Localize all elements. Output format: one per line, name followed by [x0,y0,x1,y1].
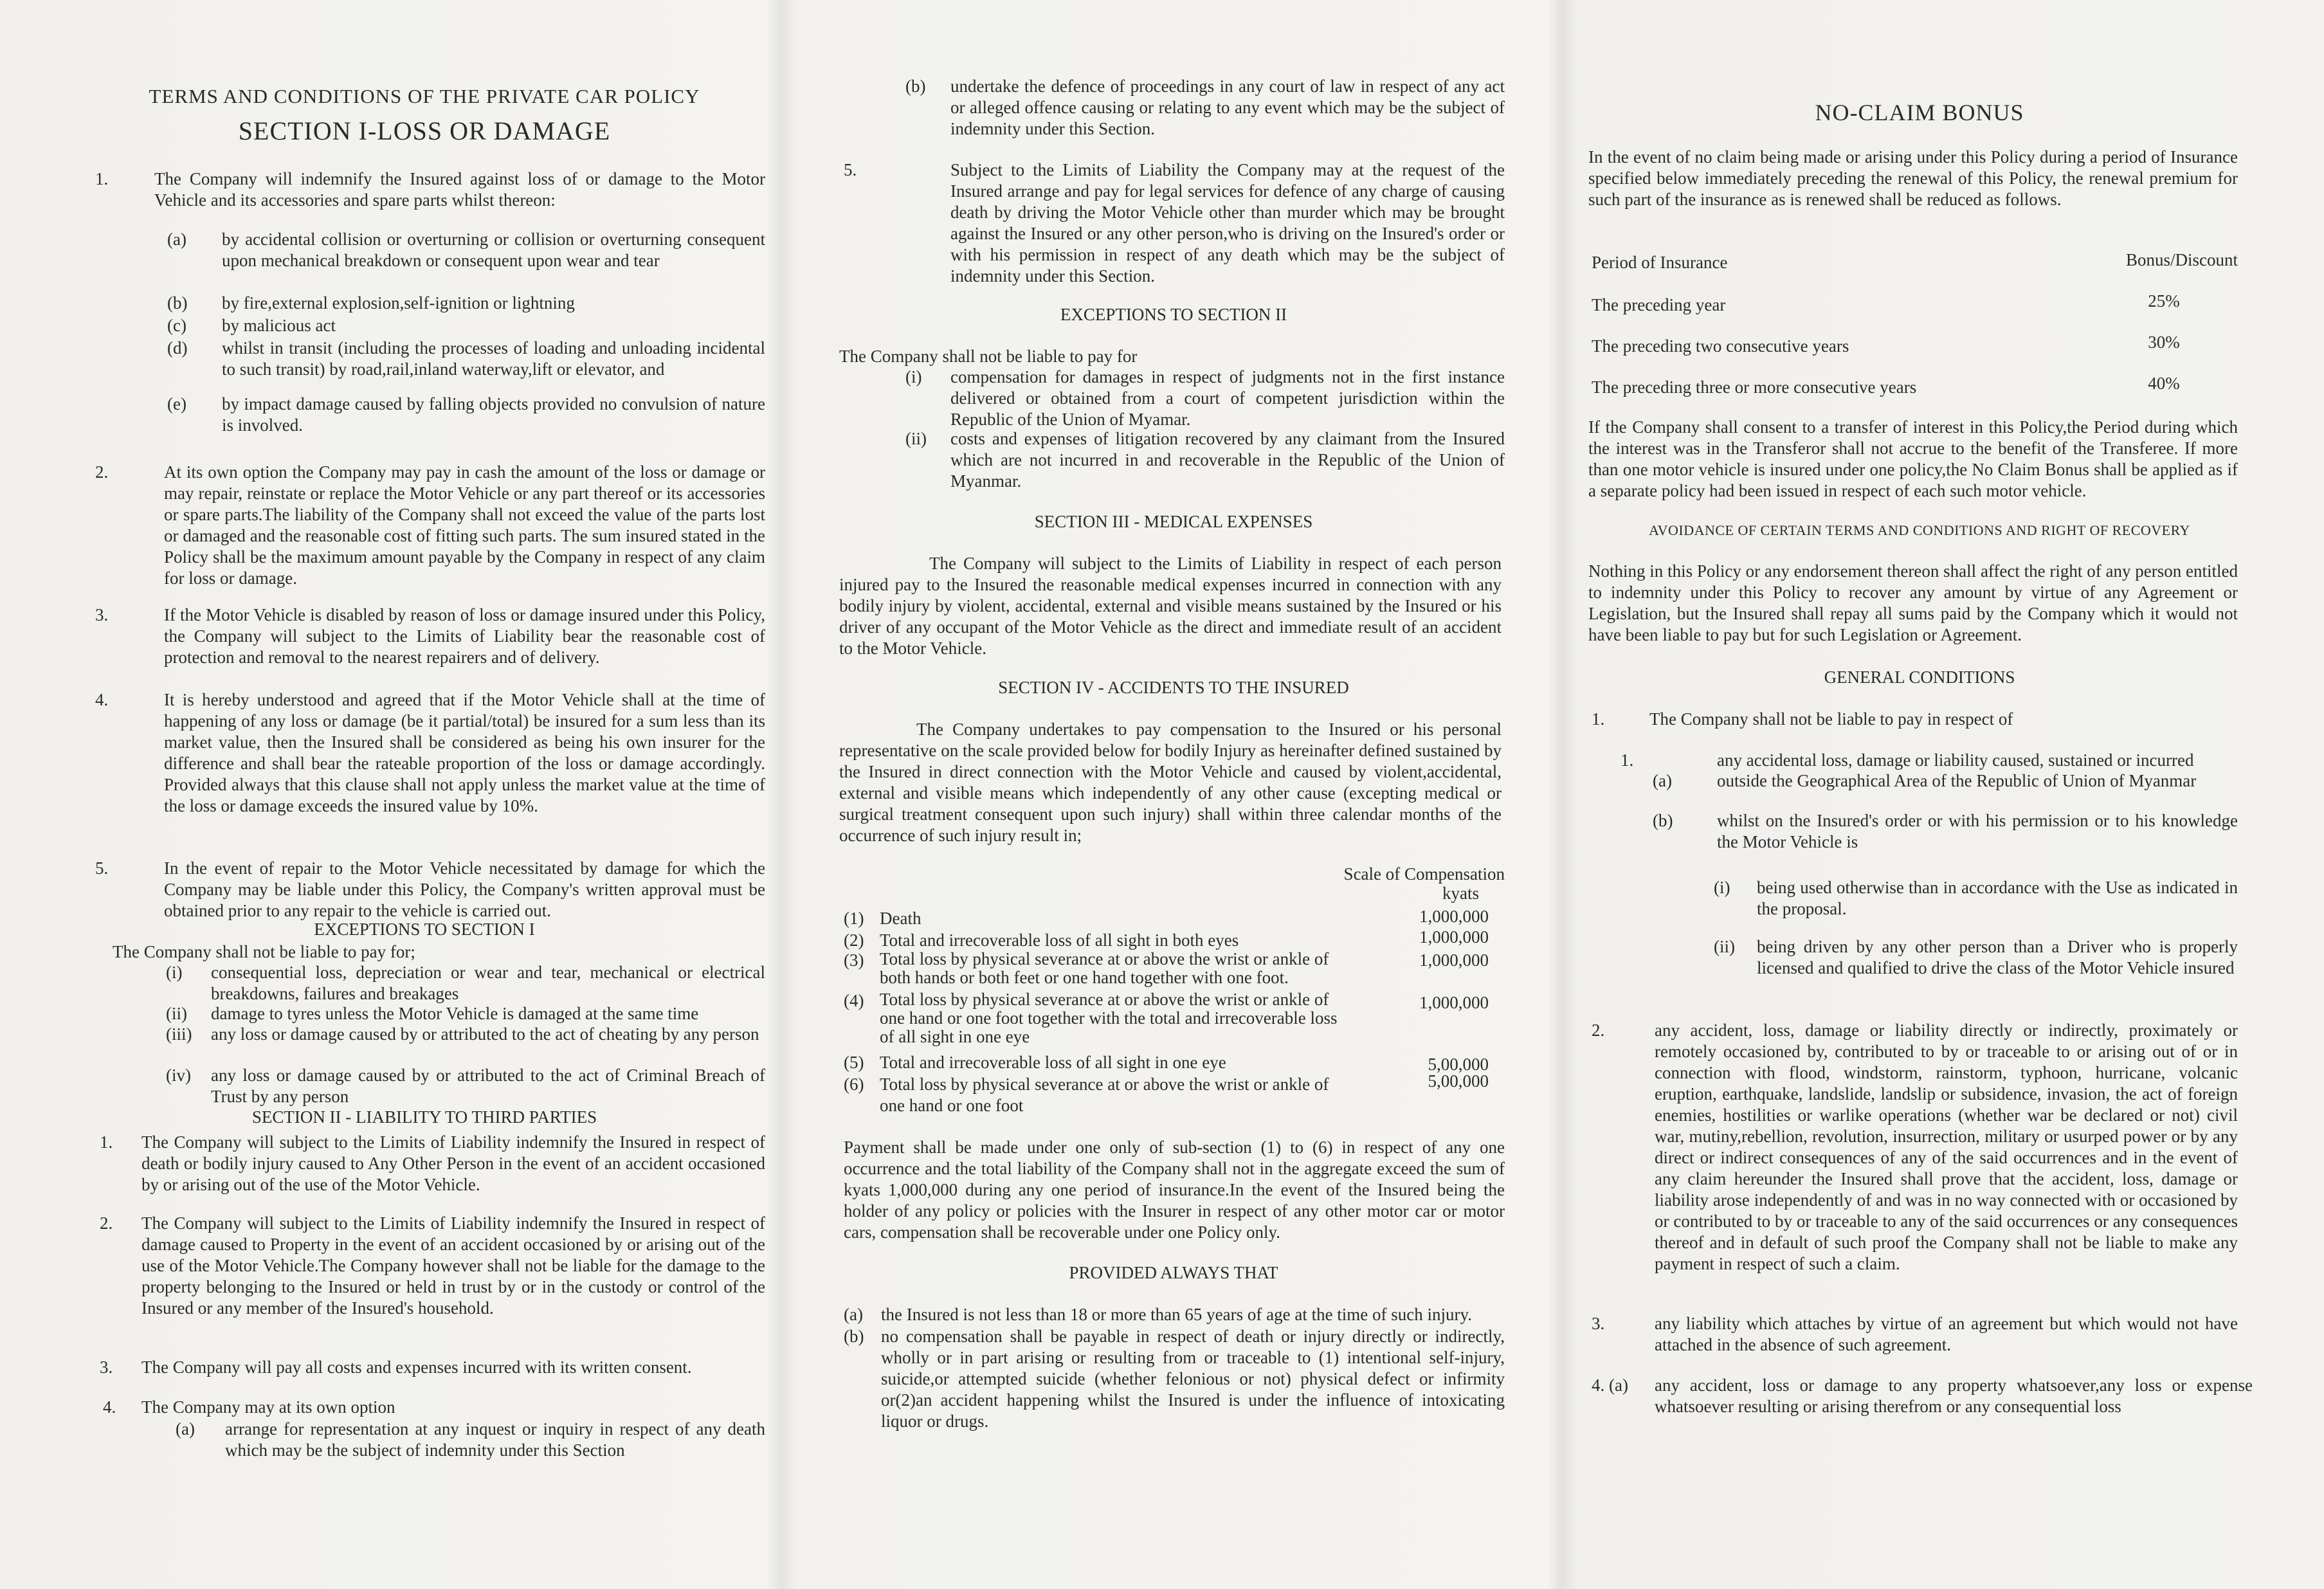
ncb-text: In the event of no claim being made or arising under this Policy during a period of Insurance specified below immediately preceding the renewal of this Policy, the renewal premium for such part of the insurance as is renewed shall be reduced as follows. [1588,147,2238,209]
sub-label: (c) [167,316,186,335]
clause-text: the Insured is not less than 18 or more than 65 years of age at the time of such injury. [881,1305,1473,1324]
item-number: 2. [1592,1021,1605,1040]
general-title: GENERAL CONDITIONS [1824,667,2015,687]
clause-text: consequential loss, depreciation or wear and tear, mechanical or electrical breakdowns, failures and breakages [211,963,765,1003]
scale-label: (6) [844,1075,864,1094]
ncb-head-bonus: Bonus/Discount [2125,250,2238,269]
sub-label: (a) [176,1419,195,1439]
sub-label: (b) [844,1327,864,1346]
clause-text: compensation for damages in respect of judgments not in the first instance delivered or obtained from a court of competent jurisdiction within the Republic of the Union of Myamar. [950,367,1505,429]
scale-text: Total loss by physical severance at or above the wrist or ankle of both hands or both feet or one hand together with one foot. [880,949,1329,987]
sub-label: (a) [1653,771,1672,790]
scale-amount: 1,000,000 [1419,907,1489,926]
clause-text: whilst in transit (including the processes of loading and unloading incidental to such transit) by road,rail,inland waterway,lift or elevator, and [222,338,765,379]
exceptions2-title: EXCEPTIONS TO SECTION II [1060,305,1287,324]
section3-title: SECTION III - MEDICAL EXPENSES [1034,512,1313,531]
clause-text: being used otherwise than in accordance with the Use as indicated in the proposal. [1757,878,2238,918]
transfer-text: If the Company shall consent to a transfer of interest in this Policy,the Period during which the interest was in the Transferor shall not accrue to the benefit of the Transferee. If more than one motor vehicle is insured under one policy,the No Claim Bonus shall be applied as if a separate policy had been issued in respect of each such motor vehicle. [1588,417,2238,500]
section1-title: SECTION I-LOSS OR DAMAGE [238,116,611,145]
sub-label: (i) [905,367,922,386]
clause-text: It is hereby understood and agreed that if the Motor Vehicle shall at the time of happening of any loss or damage (be it partial/total) be insured for a sum less than its market value, then the Insured shall be considered as being his own insurer for the difference and shall bear the rateable proportion of the loss or damage accordingly. Provided always that this clause shall not apply unless the market value at the time of the loss or damage exceeds the insured value by 10%. [164,690,765,815]
clause-text: being driven by any other person than a Driver who is properly licensed and qualified to drive the class of the Motor Vehicle insured [1757,937,2238,977]
sub-label: (b) [905,77,926,96]
section4-text: The Company undertakes to pay compensation to the Insured or his personal representative on the scale provided below for bodily Injury as hereinafter defined sustained by the Insured in direct connection with the Motor Vehicle and caused by violent,accidental, external and visible means which independently of any other cause (excepting medical or surgical treatment consequent upon such injury) shall within three calendar months of the occurrence of such injury result in; [839,720,1502,845]
ncb-bonus: 30% [2148,332,2180,352]
item-number: 4. [95,690,109,709]
sub-label: (ii) [166,1004,187,1023]
clause-text: arrange for representation at any inquest or inquiry in respect of any death which may be the subject of indemnity under this Section [225,1419,765,1460]
scale-unit: kyats [1442,884,1479,903]
clause-text: by accidental collision or overturning or collision or overturning consequent upon mechanical breakdown or consequent upon wear and tear [222,230,765,270]
sub-label: (iv) [166,1066,191,1085]
sub-label: (b) [167,293,188,313]
clause-text: by impact damage caused by falling objects provided no convulsion of nature is involved. [222,394,765,435]
sub-label: (iii) [166,1024,192,1044]
sub-label: (d) [167,338,188,358]
clause-text: any accident, loss or damage to any property whatsoever,any loss or expense whatsoever resulting or arising therefrom or any consequential loss [1655,1376,2253,1416]
item-number: 4. (a) [1592,1376,1628,1395]
sub-label: (ii) [905,429,927,448]
scale-label: (5) [844,1053,864,1072]
item-number: 2. [95,462,109,482]
payment-text: Payment shall be made under one only of sub-section (1) to (6) in respect of any one occurrence and the total liability of the Company shall not in the aggregate exceed the sum of kyats 1,000,000 during any one period of insurance.In the event of the Insured being the holder of any policy or policies with the Insurer in respect of any other motor car or motor cars, compensation shall be recoverable under one Policy only. [844,1138,1505,1242]
scale-amount: 5,00,000 [1428,1055,1489,1074]
scale-text: Total and irrecoverable loss of all sight in both eyes [880,931,1239,950]
exceptions1-title: EXCEPTIONS TO SECTION I [314,920,535,939]
item-number: 1. [1592,709,1605,729]
clause-text: The Company will subject to the Limits of Liability indemnify the Insured in respect of death or bodily injury caused to Any Other Person in the event of an accident occasioned by or arising out of the use of the Motor Vehicle. [141,1132,765,1194]
exceptions1-intro: The Company shall not be liable to pay for; [113,942,415,961]
sub-label: (a) [167,230,186,249]
item-number: 1. [95,169,109,188]
clause-text: The Company will subject to the Limits of Liability indemnify the Insured in respect of damage caused to Property in the event of an accident occasioned by or arising out of the use of the Motor Vehicle.The Company however shall not be liable for the damage to the property belonging to the Insured or held in trust by or in the custody or control of the Insured or any member of the Insured's household. [141,1213,765,1318]
clause-text: any liability which attaches by virtue of an agreement but which would not have attached in the absence of such agreement. [1655,1314,2238,1354]
sub-label: (i) [1714,878,1730,897]
ncb-title: NO-CLAIM BONUS [1815,100,2024,125]
item-number: 4. [103,1397,116,1417]
avoidance-title: AVOIDANCE OF CERTAIN TERMS AND CONDITIONS AND RIGHT OF RECOVERY [1649,522,2190,538]
clause-text: In the event of repair to the Motor Vehicle necessitated by damage for which the Company may be liable under this Policy, the Company's written approval must be obtained prior to any repair to the vehicle is carried out. [164,858,765,920]
exceptions2-intro: The Company shall not be liable to pay for [839,347,1138,366]
scale-label: (1) [844,909,864,928]
item-number: 1. [1620,750,1634,770]
scale-text: Total loss by physical severance at or above the wrist or ankle of one hand or one foot together with the total and irrecoverable loss of all sight in one eye [880,990,1338,1046]
scale-text: Death [880,909,921,928]
item-number: 1. [100,1132,113,1152]
item-number: 3. [100,1357,113,1377]
column-middle [836,0,1511,1589]
clause-text: any accidental loss, damage or liability caused, sustained or incurred [1717,750,2194,770]
ncb-period: The preceding year [1592,295,1726,314]
policy-title: TERMS AND CONDITIONS OF THE PRIVATE CAR POLICY [149,85,700,107]
scale-label: (3) [844,950,864,970]
ncb-period: The preceding three or more consecutive years [1592,377,1917,397]
clause-text: by malicious act [222,316,336,335]
clause-text: no compensation shall be payable in respect of death or injury directly or indirectly, wholly or in part arising or resulting from or traceable to (1) intentional self-injury, suicide,or attempted suicide (whether felonious or not) physical defect or infirmity or(2)an accident happening whilst the Insured is under the influence of intoxicating liquor or drugs. [881,1327,1505,1431]
ncb-head-period: Period of Insurance [1592,253,1728,272]
clause-text: by fire,external explosion,self-ignition or lightning [222,293,575,313]
clause-text: The Company will pay all costs and expenses incurred with its written consent. [141,1357,692,1377]
item-number: 3. [95,605,109,624]
scale-amount: 5,00,000 [1428,1071,1489,1091]
clause-text: damage to tyres unless the Motor Vehicle is damaged at the same time [211,1004,699,1023]
clause-text: The Company will indemnify the Insured against loss of or damage to the Motor Vehicle and its accessories and spare parts whilst thereon: [154,169,765,210]
item-number: 5. [95,858,109,878]
item-number: 5. [844,160,857,179]
ncb-period: The preceding two consecutive years [1592,336,1849,356]
scale-label: (2) [844,931,864,950]
sub-label: (ii) [1714,937,1735,956]
provided-title: PROVIDED ALWAYS THAT [1069,1263,1278,1282]
item-number: 3. [1592,1314,1605,1333]
clause-text: any loss or damage caused by or attributed to the act of Criminal Breach of Trust by any person [211,1066,765,1106]
clause-text: The Company may at its own option [141,1397,395,1417]
section2-title: SECTION II - LIABILITY TO THIRD PARTIES [251,1107,597,1127]
clause-text: outside the Geographical Area of the Republic of Union of Myanmar [1717,771,2197,790]
clause-text: If the Motor Vehicle is disabled by reason of loss or damage insured under this Policy, the Company will subject to the Limits of Liability bear the reasonable cost of protection and removal to the nearest repairers and of delivery. [164,605,765,667]
clause-text: The Company shall not be liable to pay in respect of [1649,709,2013,729]
clause-text: costs and expenses of litigation recovered by any claimant from the Insured which are not incurred in and recoverable in the Republic of the Union of Myanmar. [950,429,1505,491]
scale-label: (4) [844,991,864,1010]
sub-label: (a) [844,1305,863,1324]
sub-label: (e) [167,394,186,413]
clause-text: Subject to the Limits of Liability the Company may at the request of the Insured arrange and pay for legal services for defence of any charge of causing death by driving the Motor Vehicle other than murder which may be brought against the Insured or any other person,who is driving on the Insured's order or with his permission in respect of any death which may be the subject of indemnity under this Section. [950,160,1505,286]
scale-text: Total loss by physical severance at or above the wrist or ankle of one hand or one foot [880,1075,1329,1115]
avoidance-text: Nothing in this Policy or any endorsement thereon shall affect the right of any person entitled to indemnity under this Policy to recover any amount by virtue of any Agreement or Legislation, but the Insured shall repay all sums paid by the Company which it would not have been liable to pay but for such Legislation or Agreement. [1588,561,2238,644]
section4-title: SECTION IV - ACCIDENTS TO THE INSURED [998,678,1349,697]
clause-text: At its own option the Company may pay in cash the amount of the loss or damage or may repair, reinstate or replace the Motor Vehicle or any part thereof or its accessories or spare parts.The liability of the Company shall not exceed the value of the parts lost or damaged and the reasonable cost of fitting such parts. The sum insured stated in the Policy shall be the maximum amount payable by the Company in respect of any claim for loss or damage. [164,462,765,588]
column-right [1588,0,2251,1589]
column-left [84,0,765,1589]
item-number: 2. [100,1213,113,1233]
ncb-bonus: 40% [2148,374,2180,393]
scale-amount: 1,000,000 [1419,993,1489,1012]
ncb-bonus: 25% [2148,291,2180,311]
clause-text: any accident, loss, damage or liability directly or indirectly, proximately or remotely occasioned by, contributed to by or traceable to or arising out of or in connection with flood, windstorm, rainstorm, typhoon, hurricane, volcanic eruption, earthquake, landslide, landslip or subsidence, invasion, the act of foreign enemies, hostilities or warlike operations (whether war be declared or not) civil war, mutiny,rebellion, revolution, insurrection, military or usurped power or by any direct or indirect consequences of any of the said occurrences and in the event of any claim hereunder the Insured shall prove that the accident, loss, damage or liability arose independently of and was in no way connected with or occasioned by or contributed to by or traceable to any of the said occurrences or any consequences thereof and in default of such proof the Company shall not be liable to make any payment in respect of such a claim. [1655,1021,2238,1273]
scale-header [1286,864,1505,903]
clause-text: any loss or damage caused by or attributed to the act of cheating by any person [211,1024,759,1044]
section3-text: The Company will subject to the Limits of Liability in respect of each person injured pay to the Insured the reasonable medical expenses incurred in connection with any bodily injury by violent, accidental, external and visible means sustained by the Insured or his driver of any occupant of the Motor Vehicle as the direct and immediate result of an accident to the Motor Vehicle. [839,554,1502,658]
sub-label: (b) [1653,811,1673,830]
sub-label: (i) [166,963,183,982]
clause-text: undertake the defence of proceedings in any court of law in respect of any act or alleged offence causing or relating to any event which may be the subject of indemnity under this Section. [950,77,1505,138]
scale-amount: 1,000,000 [1419,927,1489,947]
scale-text: Total and irrecoverable loss of all sight in one eye [880,1053,1226,1072]
clause-text: whilst on the Insured's order or with his permission or to his knowledge the Motor Vehicle is [1717,811,2238,851]
scale-amount: 1,000,000 [1419,950,1489,970]
scale-header-label: Scale of Compensation [1343,864,1505,884]
